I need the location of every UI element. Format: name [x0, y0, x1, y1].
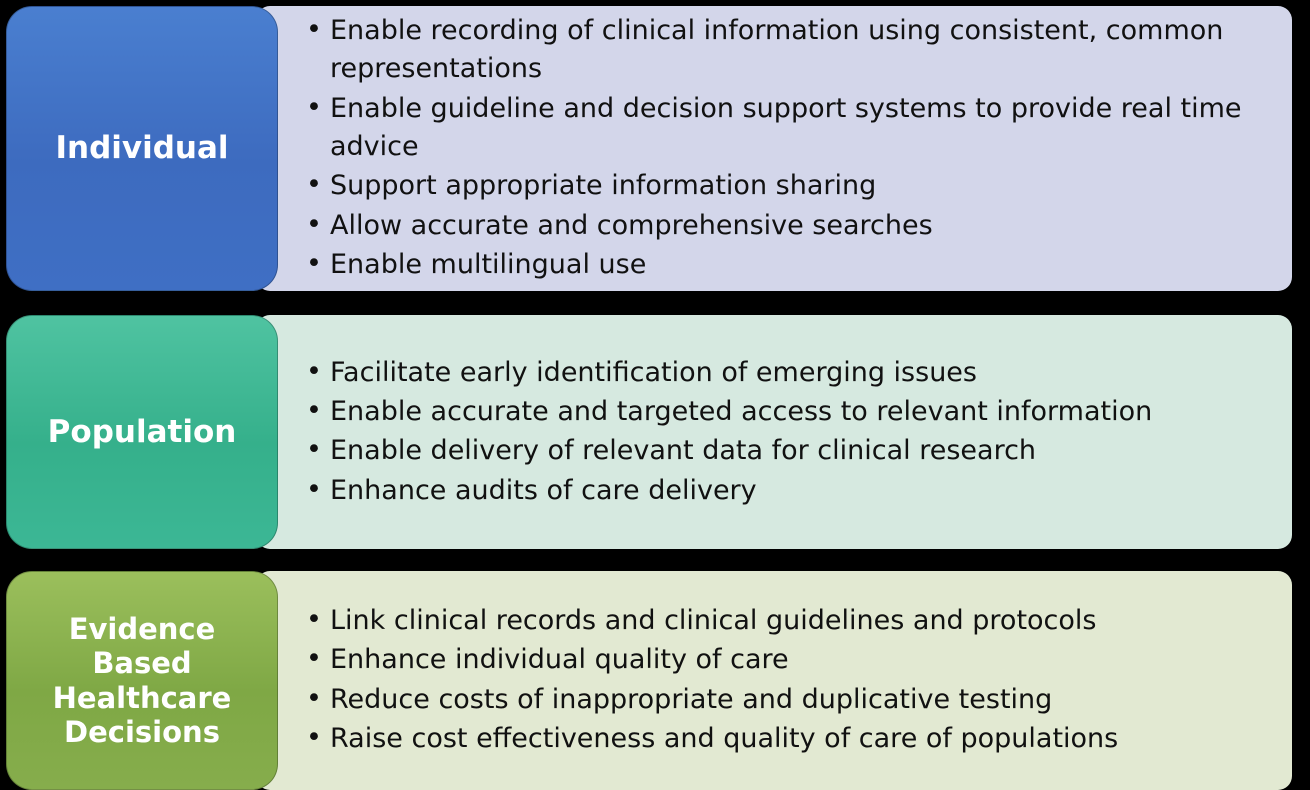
list-item: • Reduce costs of inappropriate and duplicative testing — [304, 681, 1274, 719]
list-item: • Enable guideline and decision support systems to provide real time advice — [304, 90, 1274, 167]
diagram-row-population — [6, 315, 1292, 549]
benefits-list-individual — [304, 12, 1274, 285]
list-item: • Enable accurate and targeted access to relevant information — [304, 393, 1274, 431]
list-item: • Allow accurate and comprehensive searches — [304, 207, 1274, 245]
list-item: • Link clinical records and clinical guidelines and protocols — [304, 602, 1274, 640]
list-item: • Raise cost effectiveness and quality of care of populations — [304, 720, 1274, 758]
category-label-evidence-text: Evidence Based Healthcare Decisions — [52, 612, 232, 749]
list-item: • Facilitate early identification of emerging issues — [304, 354, 1274, 392]
category-label-individual — [6, 6, 278, 291]
list-item: • Enhance audits of care delivery — [304, 472, 1274, 510]
list-item: • Support appropriate information sharing — [304, 167, 1274, 205]
benefits-panel-population — [256, 315, 1292, 549]
category-label-population — [6, 315, 278, 549]
list-item: • Enable recording of clinical information using consistent, common representations — [304, 12, 1274, 89]
category-label-population-text: Population — [47, 413, 237, 450]
benefits-panel-evidence — [256, 571, 1292, 790]
list-item: • Enable delivery of relevant data for clinical research — [304, 432, 1274, 470]
benefits-list-evidence — [304, 602, 1274, 759]
list-item: • Enable multilingual use — [304, 246, 1274, 284]
benefits-list-population — [304, 354, 1274, 511]
list-item: • Enhance individual quality of care — [304, 641, 1274, 679]
benefits-panel-individual — [256, 6, 1292, 291]
category-label-evidence — [6, 571, 278, 790]
category-label-individual-text: Individual — [55, 130, 229, 167]
diagram-row-individual — [6, 6, 1292, 291]
diagram-row-evidence — [6, 571, 1292, 790]
